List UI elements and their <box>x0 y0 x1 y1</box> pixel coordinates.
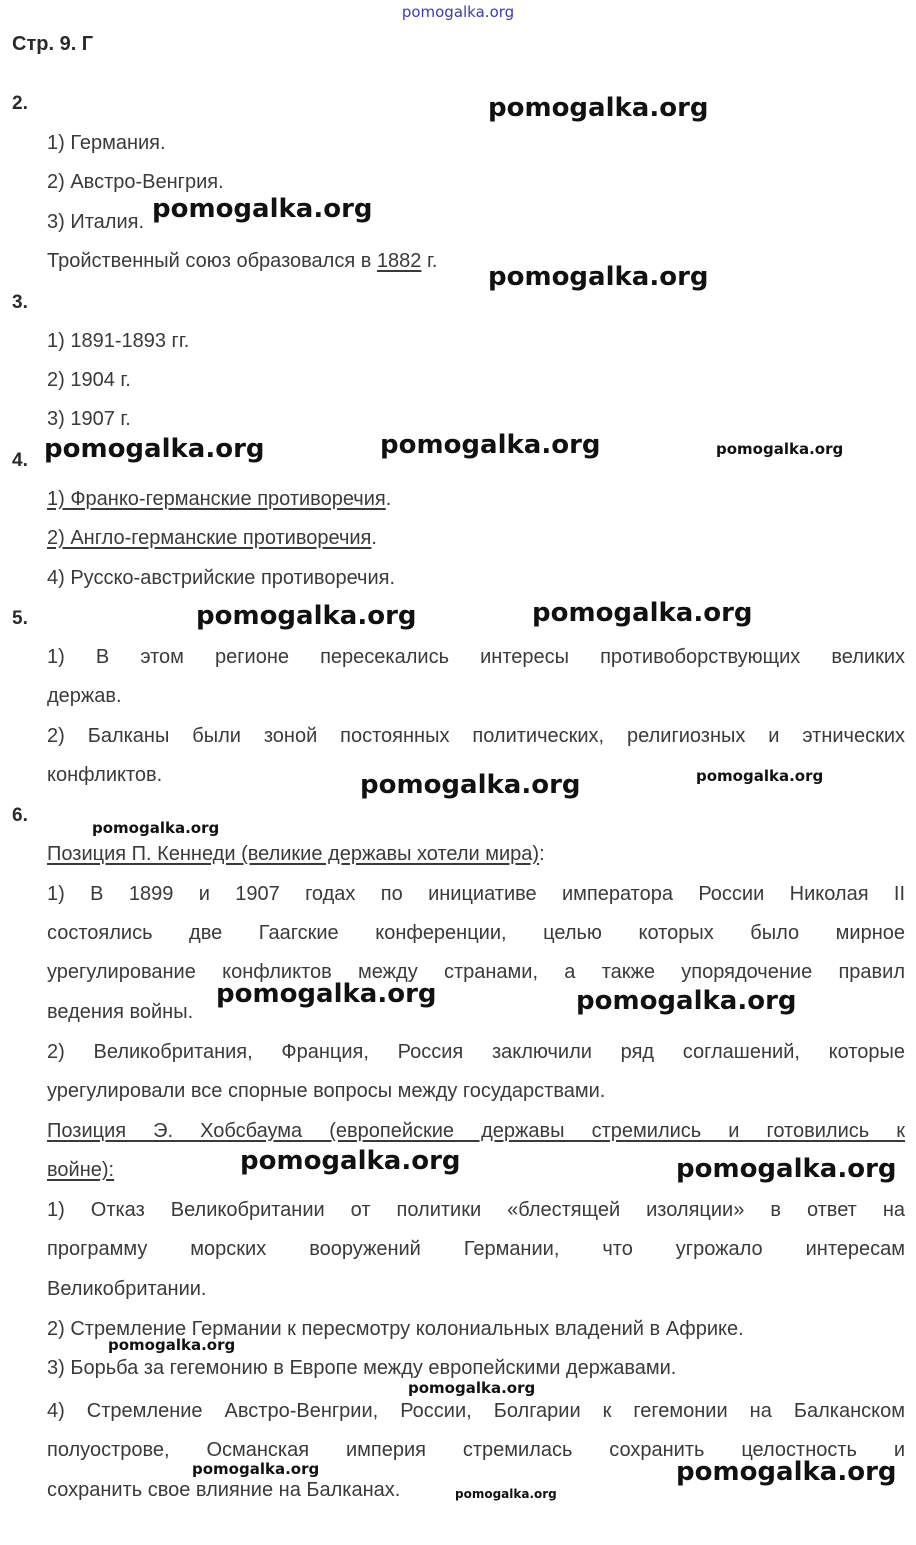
watermark: pomogalka.org <box>196 601 417 631</box>
hobsbawm-point-1-line-3: Великобритании. <box>47 1278 207 1300</box>
task-2-item-1: 1) Германия. <box>47 132 166 154</box>
answer-year: 1882 <box>376 250 422 272</box>
period: . <box>371 527 377 549</box>
hobsbawm-heading-line-1: Позиция Э. Хобсбаума (европейские державы стремились и готовились к <box>47 1120 905 1142</box>
hobsbawm-point-1-line-1: 1) Отказ Великобритании от политики «блестящей изоляции» в ответ на <box>47 1199 905 1221</box>
task-2-item-2: 2) Австро-Венгрия. <box>47 171 224 193</box>
page-title: Стр. 9. Г <box>12 33 94 55</box>
task-2-sentence <box>47 247 437 275</box>
watermark: pomogalka.org <box>408 1379 536 1397</box>
task-3-number: 3. <box>12 292 28 313</box>
watermark: pomogalka.org <box>380 430 601 460</box>
colon: : <box>539 843 545 865</box>
task-2-item-3: 3) Италия. <box>47 211 145 233</box>
task-3-item-1: 1) 1891-1893 гг. <box>47 330 190 352</box>
kennedy-heading-text: Позиция П. Кеннеди (великие державы хотели мира) <box>47 843 540 865</box>
task-4-item-3: 4) Русско-австрийские противоречия. <box>47 567 396 589</box>
watermark: pomogalka.org <box>216 979 437 1009</box>
task-5-number: 5. <box>12 608 28 629</box>
underlined-answer: 1) Франко-германские противоречия <box>47 488 386 510</box>
task-5-paragraph-1-line-1: 1) В этом регионе пересекались интересы противоборствующих великих <box>47 646 905 668</box>
kennedy-point-1-line-2: состоялись две Гаагские конференции, целью которых было мирное <box>47 922 905 944</box>
underlined-answer: 2) Англо-германские противоречия <box>47 527 372 549</box>
task-5-paragraph-1-line-2: держав. <box>47 685 122 707</box>
hobsbawm-point-4-line-3: сохранить свое влияние на Балканах. <box>47 1479 401 1501</box>
watermark: pomogalka.org <box>360 770 581 800</box>
watermark: pomogalka.org <box>92 819 220 837</box>
watermark: pomogalka.org <box>44 434 265 464</box>
hobsbawm-point-1-line-2: программу морских вооружений Германии, что угрожало интересам <box>47 1238 905 1260</box>
kennedy-point-1-line-1: 1) В 1899 и 1907 годах по инициативе императора России Николая II <box>47 883 905 905</box>
watermark: pomogalka.org <box>488 93 709 123</box>
watermark: pomogalka.org <box>240 1146 461 1176</box>
kennedy-heading <box>47 840 545 868</box>
task-3-item-2: 2) 1904 г. <box>47 369 131 391</box>
header-watermark: pomogalka.org <box>401 3 515 21</box>
task-5-paragraph-2-line-1: 2) Балканы были зоной постоянных политических, религиозных и этнических <box>47 725 905 747</box>
watermark: pomogalka.org <box>532 598 753 628</box>
task-3-item-3: 3) 1907 г. <box>47 408 131 430</box>
hobsbawm-heading-line-2: войне): <box>47 1159 115 1181</box>
task-6-number: 6. <box>12 805 28 826</box>
kennedy-point-2-line-1: 2) Великобритания, Франция, Россия заключили ряд соглашений, которые <box>47 1041 905 1063</box>
watermark: pomogalka.org <box>108 1336 236 1354</box>
watermark: pomogalka.org <box>488 262 709 292</box>
task-4-item-1 <box>47 485 391 513</box>
kennedy-point-1-line-3: урегулирование конфликтов между странами, а также упорядочение правил <box>47 961 905 983</box>
watermark: pomogalka.org <box>576 986 797 1016</box>
hobsbawm-point-4-line-2: полуострове, Османская империя стремилась сохранить целостность и <box>47 1439 905 1461</box>
task-4-number: 4. <box>12 450 28 471</box>
hobsbawm-point-2: 2) Стремление Германии к пересмотру колониальных владений в Африке. <box>47 1318 744 1340</box>
kennedy-point-1-line-4: ведения войны. <box>47 1001 194 1023</box>
watermark: pomogalka.org <box>152 194 373 224</box>
task-2-number: 2. <box>12 93 28 114</box>
watermark: pomogalka.org <box>716 440 844 458</box>
task-5-paragraph-2-line-2: конфликтов. <box>47 764 163 786</box>
task-4-item-2 <box>47 524 377 552</box>
hobsbawm-point-3: 3) Борьба за гегемонию в Европе между европейскими державами. <box>47 1357 677 1379</box>
watermark: pomogalka.org <box>696 767 824 785</box>
sentence-suffix: г. <box>421 250 438 272</box>
hobsbawm-point-4-line-1: 4) Стремление Австро-Венгрии, России, Болгарии к гегемонии на Балканском <box>47 1400 905 1422</box>
sentence-prefix: Тройственный союз образовался в <box>47 250 377 272</box>
watermark: pomogalka.org <box>676 1154 897 1184</box>
kennedy-point-2-line-2: урегулировали все спорные вопросы между государствами. <box>47 1080 606 1102</box>
watermark: pomogalka.org <box>676 1457 897 1487</box>
watermark: pomogalka.org <box>192 1460 320 1478</box>
period: . <box>385 488 392 510</box>
watermark: pomogalka.org <box>455 1487 557 1501</box>
